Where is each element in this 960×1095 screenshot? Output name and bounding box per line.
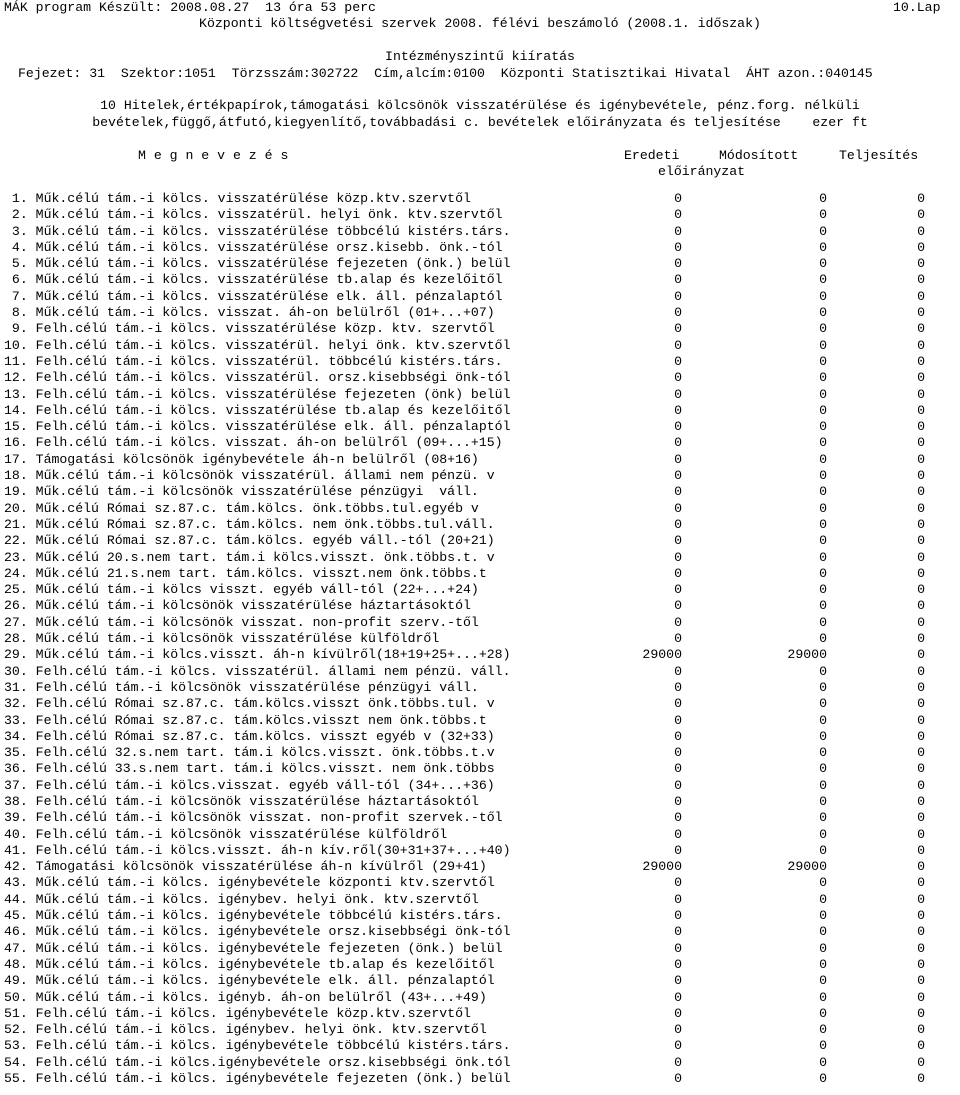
row-label: 10. Felh.célú tám.-i kölcs. visszatérül. helyi önk. ktv.szervtől <box>4 337 511 353</box>
row-label: 18. Műk.célú tám.-i kölcsönök visszatérül. állami nem pénzü. v <box>4 468 495 484</box>
table-row <box>0 696 960 712</box>
row-value-modified: 0 <box>819 696 827 712</box>
table-row <box>0 713 960 729</box>
row-label: 7. Műk.célú tám.-i kölcs. visszatérülése elk. áll. pénzalaptól <box>4 288 503 304</box>
row-value-actual: 0 <box>917 810 925 826</box>
row-value-actual: 0 <box>917 826 925 842</box>
row-value-original: 0 <box>674 1071 682 1087</box>
table-row <box>0 321 960 337</box>
table-row <box>0 908 960 924</box>
row-value-modified: 0 <box>819 1054 827 1070</box>
row-label: 23. Műk.célú 20.s.nem tart. tám.i kölcs.visszt. önk.többs.t. v <box>4 549 495 565</box>
row-label: 44. Műk.célú tám.-i kölcs. igénybev. helyi önk. ktv.szervtől <box>4 891 479 907</box>
table-row <box>0 1006 960 1022</box>
row-value-original: 0 <box>674 745 682 761</box>
row-value-original: 0 <box>674 321 682 337</box>
institution-meta: Fejezet: 31 Szektor:1051 Törzsszám:302722 Cím,alcím:0100 Központi Statisztikai Hivatal ÁHT azon.:040145 <box>18 66 873 81</box>
row-value-original: 0 <box>674 793 682 809</box>
row-value-modified: 0 <box>819 1022 827 1038</box>
table-row <box>0 664 960 680</box>
row-value-actual: 0 <box>917 631 925 647</box>
row-value-original: 0 <box>674 402 682 418</box>
row-value-modified: 0 <box>819 598 827 614</box>
row-value-original: 29000 <box>642 859 682 875</box>
row-value-original: 0 <box>674 451 682 467</box>
table-row <box>0 452 960 468</box>
row-label: 27. Műk.célú tám.-i kölcsönök visszat. non-profit szerv.-től <box>4 614 479 630</box>
row-label: 6. Műk.célú tám.-i kölcs. visszatérülése tb.alap és kezelőitől <box>4 272 503 288</box>
row-value-actual: 0 <box>917 761 925 777</box>
row-value-modified: 29000 <box>787 859 827 875</box>
table-row <box>0 875 960 891</box>
row-value-modified: 0 <box>819 631 827 647</box>
row-value-original: 0 <box>674 614 682 630</box>
table-row <box>0 224 960 240</box>
row-label: 47. Műk.célú tám.-i kölcs. igénybevétele fejezeten (önk.) belül <box>4 940 503 956</box>
row-value-modified: 0 <box>819 842 827 858</box>
row-value-original: 0 <box>674 891 682 907</box>
row-value-modified: 0 <box>819 549 827 565</box>
table-row <box>0 501 960 517</box>
row-value-original: 0 <box>674 728 682 744</box>
table-row <box>0 1038 960 1054</box>
row-value-original: 0 <box>674 516 682 532</box>
row-label: 49. Műk.célú tám.-i kölcs. igénybevétele elk. áll. pénzalaptól <box>4 973 495 989</box>
table-row <box>0 631 960 647</box>
row-value-actual: 0 <box>917 940 925 956</box>
table-row <box>0 924 960 940</box>
table-row <box>0 191 960 207</box>
row-label: 12. Felh.célú tám.-i kölcs. visszatérül. orsz.kisebbségi önk-tól <box>4 370 511 386</box>
row-value-modified: 0 <box>819 924 827 940</box>
row-value-original: 0 <box>674 663 682 679</box>
report-title: Központi költségvetési szervek 2008. félévi beszámoló (2008.1. időszak) <box>199 16 761 31</box>
row-label: 51. Felh.célú tám.-i kölcs. igénybevétele közp.ktv.szervtől <box>4 1005 471 1021</box>
column-header-name: M e g n e v e z é s <box>138 148 289 163</box>
row-label: 25. Műk.célú tám.-i kölcs visszt. egyéb váll-tól (22+...+24) <box>4 582 479 598</box>
row-value-modified: 0 <box>819 712 827 728</box>
table-row <box>0 745 960 761</box>
row-value-original: 0 <box>674 565 682 581</box>
row-label: 30. Felh.célú tám.-i kölcs. visszatérül. állami nem pénzü. váll. <box>4 663 511 679</box>
table-row <box>0 354 960 370</box>
row-value-modified: 0 <box>819 402 827 418</box>
row-label: 20. Műk.célú Római sz.87.c. tám.kölcs. önk.többs.tul.egyéb v <box>4 500 479 516</box>
table-row <box>0 1055 960 1071</box>
table-row <box>0 256 960 272</box>
row-label: 14. Felh.célú tám.-i kölcs. visszatérülése tb.alap és kezelőitől <box>4 402 511 418</box>
table-row <box>0 827 960 843</box>
row-value-modified: 0 <box>819 1071 827 1087</box>
row-value-original: 0 <box>674 468 682 484</box>
row-value-modified: 0 <box>819 256 827 272</box>
row-label: 26. Műk.célú tám.-i kölcsönök visszatérülése háztartásoktól <box>4 598 471 614</box>
row-value-actual: 0 <box>917 1038 925 1054</box>
row-label: 5. Műk.célú tám.-i kölcs. visszatérülése fejezeten (önk.) belül <box>4 256 511 272</box>
row-value-actual: 0 <box>917 435 925 451</box>
column-header-actual: Teljesítés <box>839 148 919 163</box>
row-label: 9. Felh.célú tám.-i kölcs. visszatérülése közp. ktv. szervtől <box>4 321 495 337</box>
row-label: 43. Műk.célú tám.-i kölcs. igénybevétele központi ktv.szervtől <box>4 875 495 891</box>
row-value-modified: 0 <box>819 500 827 516</box>
row-value-actual: 0 <box>917 777 925 793</box>
table-row <box>0 387 960 403</box>
row-value-original: 0 <box>674 337 682 353</box>
row-value-original: 0 <box>674 353 682 369</box>
row-label: 46. Műk.célú tám.-i kölcs. igénybevétele orsz.kisebbségi önk-tól <box>4 924 511 940</box>
row-value-modified: 0 <box>819 533 827 549</box>
row-value-actual: 0 <box>917 288 925 304</box>
table-row <box>0 761 960 777</box>
row-value-modified: 0 <box>819 614 827 630</box>
row-label: 33. Felh.célú Római sz.87.c. tám.kölcs.visszt nem önk.többs.t <box>4 712 487 728</box>
row-value-original: 0 <box>674 1005 682 1021</box>
row-label: 48. Műk.célú tám.-i kölcs. igénybevétele tb.alap és kezelőitől <box>4 956 495 972</box>
data-table <box>0 191 960 1087</box>
column-header-modified: Módosított <box>719 148 799 163</box>
table-row <box>0 973 960 989</box>
row-label: 40. Felh.célú tám.-i kölcsönök visszatérülése külföldről <box>4 826 448 842</box>
row-value-actual: 0 <box>917 468 925 484</box>
table-row <box>0 1071 960 1087</box>
row-value-original: 0 <box>674 305 682 321</box>
row-value-actual: 0 <box>917 875 925 891</box>
row-value-original: 0 <box>674 386 682 402</box>
row-value-actual: 0 <box>917 663 925 679</box>
row-value-original: 0 <box>674 826 682 842</box>
row-value-original: 0 <box>674 908 682 924</box>
row-value-modified: 0 <box>819 272 827 288</box>
row-value-modified: 0 <box>819 956 827 972</box>
row-value-original: 0 <box>674 370 682 386</box>
row-value-original: 0 <box>674 696 682 712</box>
table-row <box>0 615 960 631</box>
row-value-modified: 0 <box>819 288 827 304</box>
row-label: 31. Felh.célú tám.-i kölcsönök visszatérülése pénzügyi váll. <box>4 679 479 695</box>
row-value-actual: 0 <box>917 1054 925 1070</box>
row-value-modified: 0 <box>819 305 827 321</box>
row-label: 41. Felh.célú tám.-i kölcs.visszt. áh-n kív.ről(30+31+37+...+40) <box>4 842 511 858</box>
table-row <box>0 729 960 745</box>
row-label: 36. Felh.célú 33.s.nem tart. tám.i kölcs.visszt. nem önk.többs <box>4 761 495 777</box>
row-label: 52. Felh.célú tám.-i kölcs. igénybev. helyi önk. ktv.szervtől <box>4 1022 487 1038</box>
row-value-actual: 0 <box>917 402 925 418</box>
row-value-original: 0 <box>674 435 682 451</box>
table-row <box>0 550 960 566</box>
table-row <box>0 843 960 859</box>
row-value-original: 0 <box>674 777 682 793</box>
row-label: 39. Felh.célú tám.-i kölcsönök visszat. non-profit szervek.-től <box>4 810 503 826</box>
row-label: 13. Felh.célú tám.-i kölcs. visszatérülése fejezeten (önk) belül <box>4 386 511 402</box>
row-label: 28. Műk.célú tám.-i kölcsönök visszatérülése külföldről <box>4 631 440 647</box>
table-row <box>0 517 960 533</box>
row-value-actual: 0 <box>917 321 925 337</box>
row-value-actual: 0 <box>917 256 925 272</box>
row-value-original: 0 <box>674 419 682 435</box>
row-value-original: 0 <box>674 973 682 989</box>
row-value-original: 0 <box>674 1038 682 1054</box>
row-value-actual: 0 <box>917 337 925 353</box>
row-value-actual: 0 <box>917 239 925 255</box>
table-row <box>0 680 960 696</box>
row-value-actual: 0 <box>917 516 925 532</box>
table-row <box>0 533 960 549</box>
table-row <box>0 892 960 908</box>
row-value-actual: 0 <box>917 598 925 614</box>
row-value-modified: 0 <box>819 239 827 255</box>
row-value-actual: 0 <box>917 191 925 206</box>
row-value-modified: 0 <box>819 663 827 679</box>
table-row <box>0 794 960 810</box>
row-label: 37. Felh.célú tám.-i kölcs.visszat. egyéb váll-tól (34+...+36) <box>4 777 495 793</box>
row-value-modified: 0 <box>819 353 827 369</box>
row-value-modified: 0 <box>819 565 827 581</box>
row-value-original: 0 <box>674 712 682 728</box>
row-value-modified: 0 <box>819 582 827 598</box>
row-value-original: 0 <box>674 875 682 891</box>
section-title-line1: 10 Hitelek,értékpapírok,támogatási kölcsönök visszatérülése és igénybevétele, pénz.forg. nélküli <box>100 98 860 113</box>
row-value-original: 0 <box>674 256 682 272</box>
table-row <box>0 419 960 435</box>
row-value-modified: 0 <box>819 484 827 500</box>
row-value-modified: 0 <box>819 451 827 467</box>
row-value-modified: 0 <box>819 435 827 451</box>
row-label: 38. Felh.célú tám.-i kölcsönök visszatérülése háztartásoktól <box>4 793 479 809</box>
row-value-modified: 0 <box>819 989 827 1005</box>
row-value-modified: 0 <box>819 875 827 891</box>
row-value-modified: 0 <box>819 207 827 223</box>
column-header-original-line2: előirányzat <box>658 164 746 179</box>
row-value-original: 0 <box>674 272 682 288</box>
row-value-original: 0 <box>674 239 682 255</box>
row-value-actual: 0 <box>917 272 925 288</box>
row-value-actual: 0 <box>917 305 925 321</box>
row-label: 45. Műk.célú tám.-i kölcs. igénybevétele többcélú kistérs.társ. <box>4 908 503 924</box>
row-label: 42. Támogatási kölcsönök visszatérülése áh-n kívülről (29+41) <box>4 859 487 875</box>
row-value-actual: 0 <box>917 679 925 695</box>
row-value-actual: 0 <box>917 712 925 728</box>
table-row <box>0 272 960 288</box>
row-value-actual: 0 <box>917 973 925 989</box>
row-value-modified: 0 <box>819 761 827 777</box>
row-label: 19. Műk.célú tám.-i kölcsönök visszatérülése pénzügyi váll. <box>4 484 479 500</box>
row-value-actual: 0 <box>917 223 925 239</box>
row-value-actual: 0 <box>917 842 925 858</box>
table-row <box>0 957 960 973</box>
table-row <box>0 403 960 419</box>
row-value-original: 0 <box>674 989 682 1005</box>
report-subtitle: Intézményszintű kiíratás <box>385 49 575 64</box>
row-value-actual: 0 <box>917 353 925 369</box>
table-row <box>0 1022 960 1038</box>
table-row <box>0 778 960 794</box>
row-value-modified: 0 <box>819 1005 827 1021</box>
row-value-original: 0 <box>674 484 682 500</box>
row-value-modified: 0 <box>819 793 827 809</box>
row-label: 21. Műk.célú Római sz.87.c. tám.kölcs. nem önk.többs.tul.váll. <box>4 516 495 532</box>
row-value-modified: 29000 <box>787 647 827 663</box>
row-value-modified: 0 <box>819 321 827 337</box>
row-value-modified: 0 <box>819 810 827 826</box>
table-row <box>0 647 960 663</box>
row-label: 22. Műk.célú Római sz.87.c. tám.kölcs. egyéb váll.-tól (20+21) <box>4 533 495 549</box>
row-label: 11. Felh.célú tám.-i kölcs. visszatérül. többcélú kistérs.társ. <box>4 353 503 369</box>
row-value-modified: 0 <box>819 386 827 402</box>
row-value-modified: 0 <box>819 370 827 386</box>
row-value-actual: 0 <box>917 956 925 972</box>
row-value-modified: 0 <box>819 777 827 793</box>
row-value-modified: 0 <box>819 223 827 239</box>
row-value-modified: 0 <box>819 1038 827 1054</box>
row-value-original: 0 <box>674 549 682 565</box>
row-value-actual: 0 <box>917 647 925 663</box>
row-value-modified: 0 <box>819 940 827 956</box>
row-value-modified: 0 <box>819 337 827 353</box>
row-value-modified: 0 <box>819 679 827 695</box>
row-value-modified: 0 <box>819 468 827 484</box>
table-row <box>0 941 960 957</box>
row-value-actual: 0 <box>917 451 925 467</box>
row-label: 53. Felh.célú tám.-i kölcs. igénybevétele többcélú kistérs.társ. <box>4 1038 511 1054</box>
row-label: 8. Műk.célú tám.-i kölcs. visszat. áh-on belülről (01+...+07) <box>4 305 495 321</box>
program-header: MÁK program Készült: 2008.08.27 13 óra 53 perc <box>4 0 376 15</box>
row-value-actual: 0 <box>917 207 925 223</box>
row-label: 32. Felh.célú Római sz.87.c. tám.kölcs.visszt önk.többs.tul. v <box>4 696 495 712</box>
row-value-actual: 0 <box>917 793 925 809</box>
row-value-original: 0 <box>674 191 682 206</box>
row-value-actual: 0 <box>917 728 925 744</box>
section-title-line2: bevételek,függő,átfutó,kiegyenlítő,továbbadási c. bevételek előirányzata és teljesítése ezer ft <box>92 115 868 130</box>
row-value-original: 0 <box>674 582 682 598</box>
row-value-original: 0 <box>674 533 682 549</box>
row-label: 3. Műk.célú tám.-i kölcs. visszatérülése többcélú kistérs.társ. <box>4 223 511 239</box>
row-value-actual: 0 <box>917 1022 925 1038</box>
row-value-actual: 0 <box>917 565 925 581</box>
column-header-original: Eredeti <box>624 148 680 163</box>
row-value-actual: 0 <box>917 989 925 1005</box>
row-label: 4. Műk.célú tám.-i kölcs. visszatérülése orsz.kisebb. önk.-tól <box>4 239 503 255</box>
row-value-original: 29000 <box>642 647 682 663</box>
table-row <box>0 338 960 354</box>
table-row <box>0 582 960 598</box>
row-label: 15. Felh.célú tám.-i kölcs. visszatérülése elk. áll. pénzalaptól <box>4 419 511 435</box>
row-value-original: 0 <box>674 288 682 304</box>
row-label: 29. Műk.célú tám.-i kölcs.visszt. áh-n kívülről(18+19+25+...+28) <box>4 647 511 663</box>
row-label: 2. Műk.célú tám.-i kölcs. visszatérül. helyi önk. ktv.szervtől <box>4 207 503 223</box>
row-label: 17. Támogatási kölcsönök igénybevétele áh-n belülről (08+16) <box>4 451 479 467</box>
row-value-original: 0 <box>674 761 682 777</box>
row-label: 35. Felh.célú 32.s.nem tart. tám.i kölcs.visszt. önk.többs.t.v <box>4 745 495 761</box>
row-value-actual: 0 <box>917 614 925 630</box>
table-row <box>0 566 960 582</box>
table-row <box>0 859 960 875</box>
row-value-actual: 0 <box>917 419 925 435</box>
row-value-modified: 0 <box>819 973 827 989</box>
row-value-original: 0 <box>674 956 682 972</box>
row-value-original: 0 <box>674 207 682 223</box>
row-label: 54. Felh.célú tám.-i kölcs.igénybevétele orsz.kisebbségi önk.tól <box>4 1054 511 1070</box>
table-row <box>0 207 960 223</box>
row-value-actual: 0 <box>917 891 925 907</box>
row-value-actual: 0 <box>917 500 925 516</box>
table-row <box>0 240 960 256</box>
table-row <box>0 305 960 321</box>
row-value-modified: 0 <box>819 516 827 532</box>
table-row <box>0 484 960 500</box>
row-value-original: 0 <box>674 924 682 940</box>
row-value-modified: 0 <box>819 891 827 907</box>
row-value-actual: 0 <box>917 745 925 761</box>
row-value-actual: 0 <box>917 549 925 565</box>
page-number: 10.Lap <box>893 0 941 15</box>
row-value-modified: 0 <box>819 745 827 761</box>
row-value-actual: 0 <box>917 696 925 712</box>
table-row <box>0 468 960 484</box>
table-row <box>0 289 960 305</box>
row-value-actual: 0 <box>917 386 925 402</box>
table-row <box>0 598 960 614</box>
row-value-original: 0 <box>674 598 682 614</box>
row-value-original: 0 <box>674 940 682 956</box>
row-value-original: 0 <box>674 810 682 826</box>
row-label: 34. Felh.célú Római sz.87.c. tám.kölcs. visszt egyéb v (32+33) <box>4 728 495 744</box>
table-row <box>0 810 960 826</box>
table-row <box>0 435 960 451</box>
row-label: 50. Műk.célú tám.-i kölcs. igényb. áh-on belülről (43+...+49) <box>4 989 487 1005</box>
row-value-actual: 0 <box>917 533 925 549</box>
row-label: 24. Műk.célú 21.s.nem tart. tám.kölcs. visszt.nem önk.többs.t <box>4 565 487 581</box>
row-value-actual: 0 <box>917 908 925 924</box>
row-value-actual: 0 <box>917 1071 925 1087</box>
row-label: 1. Műk.célú tám.-i kölcs. visszatérülése közp.ktv.szervtől <box>4 191 471 206</box>
row-value-actual: 0 <box>917 370 925 386</box>
table-row <box>0 370 960 386</box>
row-value-actual: 0 <box>917 859 925 875</box>
row-value-actual: 0 <box>917 484 925 500</box>
row-value-actual: 0 <box>917 582 925 598</box>
row-value-original: 0 <box>674 1022 682 1038</box>
row-value-original: 0 <box>674 500 682 516</box>
row-value-modified: 0 <box>819 826 827 842</box>
row-value-original: 0 <box>674 223 682 239</box>
row-value-actual: 0 <box>917 924 925 940</box>
row-value-modified: 0 <box>819 728 827 744</box>
row-value-modified: 0 <box>819 191 827 206</box>
row-value-original: 0 <box>674 679 682 695</box>
row-value-actual: 0 <box>917 1005 925 1021</box>
table-row <box>0 990 960 1006</box>
row-label: 16. Felh.célú tám.-i kölcs. visszat. áh-on belülről (09+...+15) <box>4 435 503 451</box>
row-value-original: 0 <box>674 842 682 858</box>
row-label: 55. Felh.célú tám.-i kölcs. igénybevétele fejezeten (önk.) belül <box>4 1071 511 1087</box>
row-value-modified: 0 <box>819 419 827 435</box>
row-value-modified: 0 <box>819 908 827 924</box>
row-value-original: 0 <box>674 631 682 647</box>
row-value-original: 0 <box>674 1054 682 1070</box>
